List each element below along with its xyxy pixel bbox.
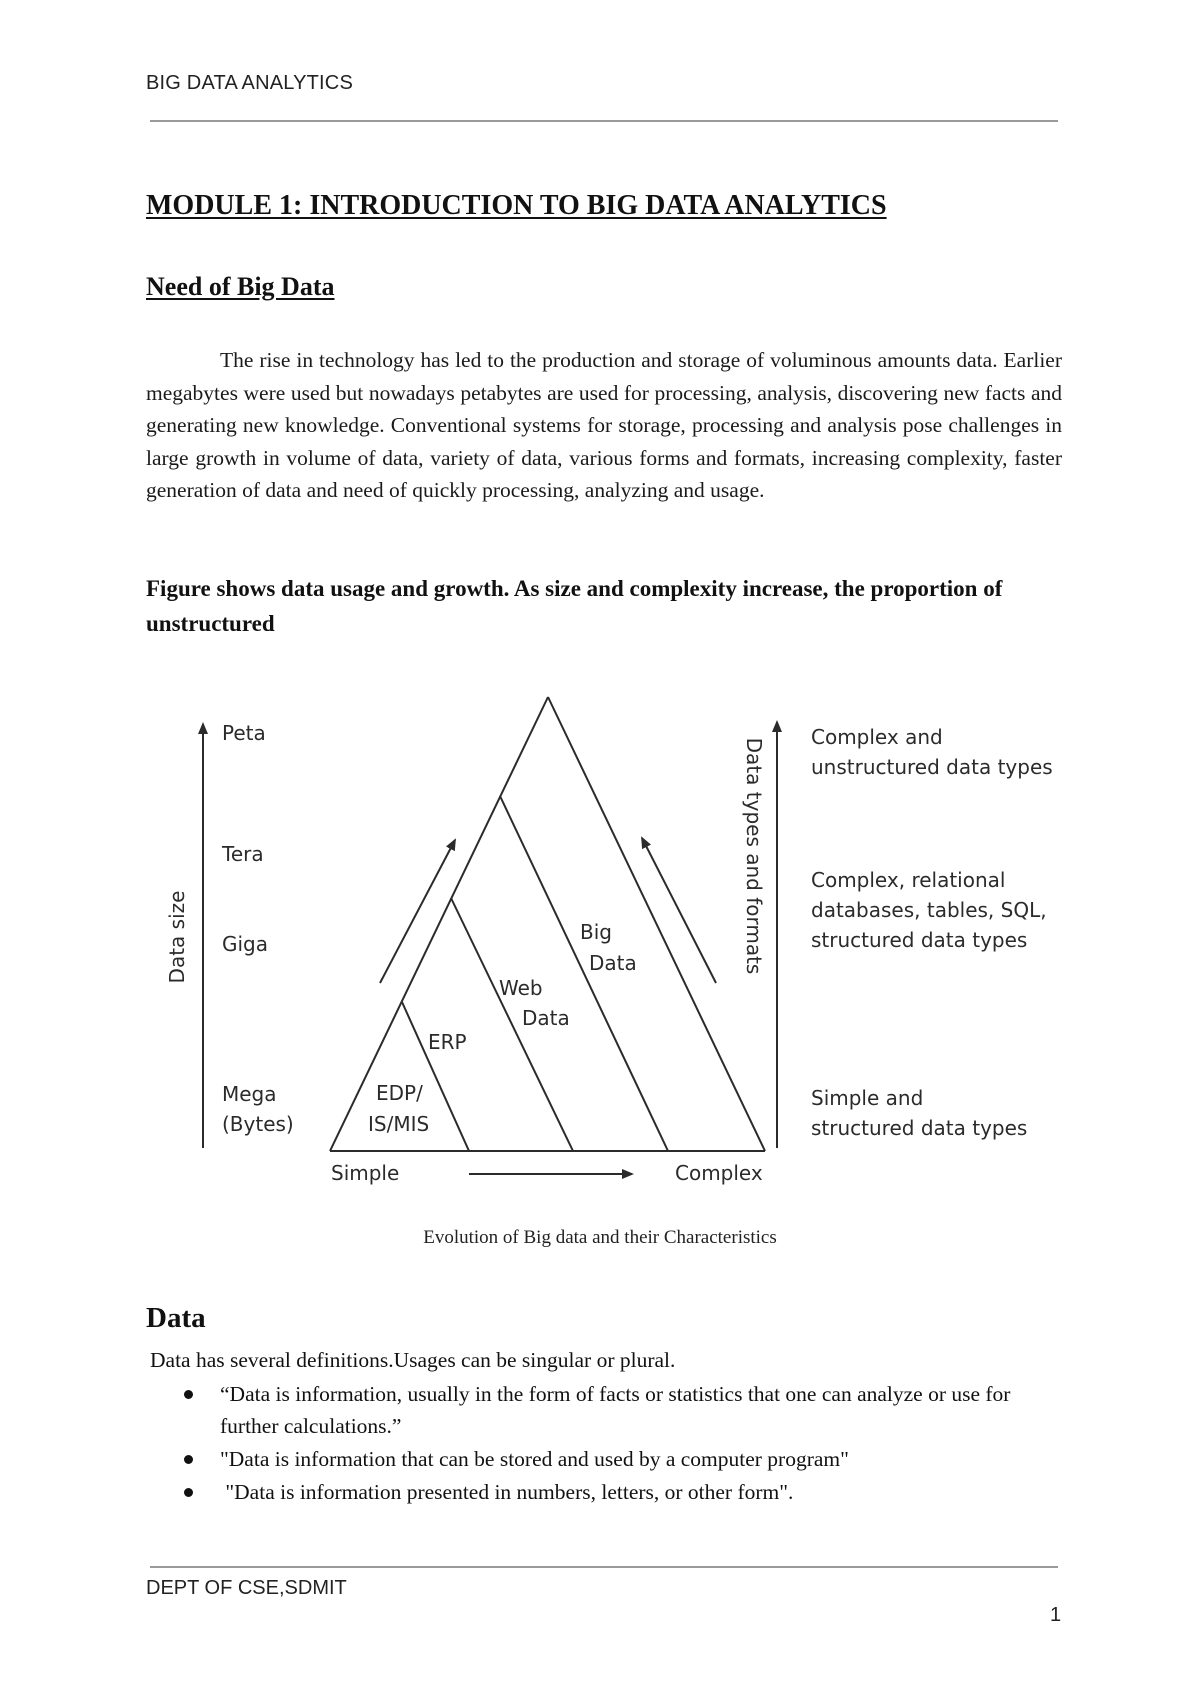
type-desc-bottom-line1: Simple and (811, 1086, 924, 1110)
type-desc-top-line1: Complex and (811, 725, 943, 749)
size-level-giga: Giga (222, 932, 269, 956)
figure-lead-text: Figure shows data usage and growth. As size and complexity increase, the proportion of unstructured (146, 576, 1003, 636)
definition-text: “Data is information, usually in the form of facts or statistics that one can analyze or use for further calculations.” (220, 1382, 1011, 1438)
section-heading-data: Data (146, 1302, 206, 1334)
need-of-big-data-paragraph: The rise in technology has led to the production and storage of voluminous amounts data. Earlier megabytes were used but nowadays petabytes are used for processing, analysis, discovering new facts and generating new knowledge. Conventional systems for storage, processing and analysis pose challenges in large growth in volume of data, variety of data, various forms and formats, increasing complexity, faster generation of data and need of quickly processing, analyzing and usage. (146, 348, 1062, 503)
size-level-tera: Tera (222, 842, 264, 866)
data-definitions-list (170, 1378, 1070, 1509)
triangle-label-erp: ERP (428, 1030, 467, 1054)
footer-department: DEPT OF CSE,SDMIT (146, 1577, 347, 1599)
triangle-label-edp: EDP/ (376, 1081, 423, 1105)
type-desc-bottom-line2: structured data types (811, 1116, 1028, 1140)
triangle-label-big: Big (580, 920, 612, 944)
type-desc-mid-line1: Complex, relational (811, 868, 1006, 892)
bullet-icon (184, 1390, 193, 1399)
list-item (170, 1378, 1070, 1442)
module-title: MODULE 1: INTRODUCTION TO BIG DATA ANALYTICS (146, 190, 887, 221)
section-heading-need-of-big-data: Need of Big Data (146, 272, 335, 301)
page-number: 1 (1050, 1604, 1062, 1626)
size-level-peta: Peta (222, 721, 266, 745)
type-desc-mid-line3: structured data types (811, 928, 1028, 952)
growth-arrow-right (642, 838, 716, 983)
definition-text: "Data is information that can be stored and used by a computer program" (220, 1447, 849, 1471)
running-header: BIG DATA ANALYTICS (146, 72, 353, 94)
data-size-axis-label: Data size (165, 890, 189, 984)
triangle-label-big-data: Data (589, 951, 637, 975)
figure-caption: Evolution of Big data and their Characteristics (423, 1227, 777, 1248)
bullet-icon (184, 1488, 193, 1497)
size-level-mega: Mega (222, 1082, 277, 1106)
list-item (170, 1443, 1070, 1475)
size-level-bytes: (Bytes) (222, 1112, 294, 1136)
triangle-label-web-data: Data (522, 1006, 570, 1030)
growth-arrow-left (380, 840, 455, 983)
list-item (170, 1476, 1070, 1508)
data-intro-text: Data has several definitions.Usages can be singular or plural. (150, 1348, 676, 1372)
triangle-label-web: Web (499, 976, 543, 1000)
definition-text: "Data is information presented in numbers, letters, or other form". (220, 1480, 794, 1504)
bottom-axis-simple: Simple (331, 1161, 400, 1185)
bullet-icon (184, 1455, 193, 1464)
footer-rule (150, 1566, 1058, 1568)
type-desc-mid-line2: databases, tables, SQL, (811, 898, 1047, 922)
triangle-label-ismis: IS/MIS (368, 1112, 430, 1136)
type-desc-top-line2: unstructured data types (811, 755, 1053, 779)
data-types-axis-label: Data types and formats (742, 737, 766, 975)
bottom-axis-complex: Complex (675, 1161, 763, 1185)
